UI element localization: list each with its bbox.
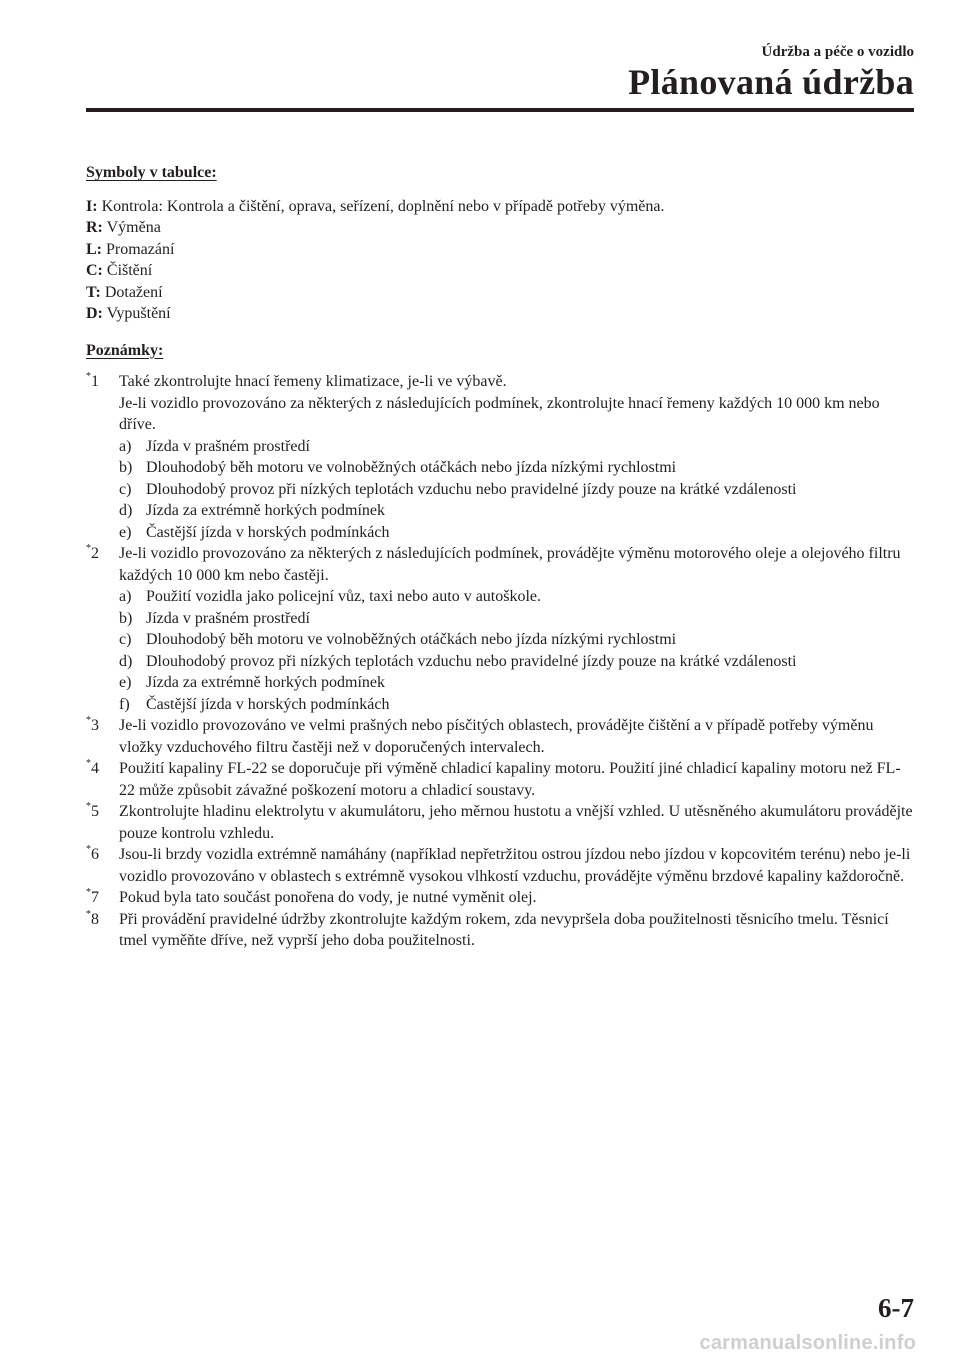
subitem-text: Dlouhodobý běh motoru ve volnoběžných otáčkách nebo jízda nízkými rychlostmi bbox=[146, 631, 677, 648]
page-title: Plánovaná údržba bbox=[628, 62, 914, 102]
subitem-letter: a) bbox=[119, 437, 132, 455]
note-body bbox=[119, 887, 916, 909]
note-star: * bbox=[86, 908, 91, 920]
subitem-letter: b) bbox=[119, 609, 133, 627]
note-star: * bbox=[86, 371, 91, 382]
watermark: carmanualsonline.info bbox=[699, 1332, 916, 1354]
note-item bbox=[86, 887, 916, 909]
header-rule bbox=[86, 108, 914, 112]
subitem-text: Jízda v prašném prostředí bbox=[146, 437, 310, 455]
note-body bbox=[119, 371, 916, 543]
note-paragraph: Zkontrolujte hladinu elektrolytu v akumulátoru, jeho měrnou hustotu a vnější vzhled. U utěsněného akumulátoru provádějte pouze kontrolu vzhledu. bbox=[119, 803, 913, 842]
note-marker bbox=[86, 887, 119, 909]
symbol-line bbox=[86, 303, 916, 325]
subitem-text: Použití vozidla jako policejní vůz, taxi nebo auto v autoškole. bbox=[146, 588, 542, 605]
note-star: * bbox=[86, 801, 91, 812]
subitem-text: Jízda v prašném prostředí bbox=[146, 609, 310, 627]
subitem-letter: c) bbox=[119, 631, 132, 648]
subitem-letter: f) bbox=[119, 695, 130, 713]
subitem-text: Dlouhodobý provoz při nízkých teplotách vzduchu nebo pravidelné jízdy pouze na krátké vzdálenosti bbox=[146, 480, 797, 498]
note-body bbox=[119, 758, 916, 801]
page-number: 6-7 bbox=[878, 1293, 914, 1323]
note-paragraph: Je-li vozidlo provozováno za některých z následujících podmínek, zkontrolujte hnací řemeny každých 10 000 km nebo dříve. bbox=[119, 394, 880, 433]
note-marker bbox=[86, 909, 119, 952]
section-title: Údržba a péče o vozidlo bbox=[761, 44, 914, 60]
symbol-code: L: bbox=[86, 240, 102, 258]
note-item bbox=[86, 844, 916, 887]
note-star: * bbox=[86, 715, 91, 726]
subitem-letter: d) bbox=[119, 502, 133, 519]
note-star: * bbox=[86, 887, 91, 898]
symbol-line bbox=[86, 196, 916, 218]
note-number: 3 bbox=[91, 717, 99, 734]
symbol-text: Kontrola: Kontrola a čištění, oprava, seřízení, doplnění nebo v případě potřeby výměna. bbox=[101, 197, 665, 215]
note-subitem bbox=[119, 436, 916, 458]
note-subitem bbox=[119, 586, 916, 608]
note-number: 4 bbox=[91, 760, 99, 777]
note-number: 6 bbox=[91, 846, 99, 863]
symbol-text: Promazání bbox=[106, 240, 175, 258]
note-subitem bbox=[119, 479, 916, 501]
subitem-text: Dlouhodobý běh motoru ve volnoběžných otáčkách nebo jízda nízkými rychlostmi bbox=[146, 459, 677, 476]
symbol-code: R: bbox=[86, 219, 103, 236]
note-paragraph: Při provádění pravidelné údržby zkontrolujte každým rokem, zda nevypršela doba použitelnosti těsnicího tmelu. Těsnicí tmel vyměňte dříve, než vyprší jeho doba použitelnosti. bbox=[119, 910, 889, 949]
subitem-text: Dlouhodobý provoz při nízkých teplotách vzduchu nebo pravidelné jízdy pouze na krátké vzdálenosti bbox=[146, 652, 797, 670]
note-subitem bbox=[119, 694, 916, 716]
note-item bbox=[86, 801, 916, 844]
note-number: 8 bbox=[91, 910, 99, 928]
subitem-letter: e) bbox=[119, 674, 132, 691]
note-body bbox=[119, 909, 916, 952]
note-number: 2 bbox=[91, 545, 99, 562]
subitem-text: Jízda za extrémně horkých podmínek bbox=[146, 674, 386, 691]
note-subitem bbox=[119, 457, 916, 479]
subitem-text: Častější jízda v horských podmínkách bbox=[146, 523, 390, 541]
subitem-letter: b) bbox=[119, 459, 133, 476]
note-body bbox=[119, 715, 916, 758]
note-body bbox=[119, 844, 916, 887]
note-paragraph: Také zkontrolujte hnací řemeny klimatizace, je-li ve výbavě. bbox=[119, 373, 507, 390]
note-star: * bbox=[86, 543, 91, 554]
note-number: 1 bbox=[91, 373, 99, 390]
note-marker bbox=[86, 543, 119, 715]
subitem-letter: e) bbox=[119, 523, 132, 541]
note-paragraph: Pokud byla tato součást ponořena do vody, je nutné vyměnit olej. bbox=[119, 889, 537, 906]
note-marker bbox=[86, 758, 119, 801]
note-paragraph: Jsou-li brzdy vozidla extrémně namáhány (například nepřetržitou ostrou jízdou nebo jízdou v kopcovitém terénu) nebo je-li vozidlo provozováno v oblastech s extrémně vysokou vlhkostí vzduchu, provádějte výměnu brzdové kapaliny každoročně. bbox=[119, 846, 911, 885]
note-item bbox=[86, 758, 916, 801]
symbol-line bbox=[86, 282, 916, 304]
note-number: 7 bbox=[91, 889, 99, 906]
symbols-heading: Symboly v tabulce: bbox=[86, 164, 217, 181]
note-item bbox=[86, 909, 916, 952]
note-subitem bbox=[119, 522, 916, 544]
page-content bbox=[86, 162, 916, 952]
symbol-code: D: bbox=[86, 305, 103, 322]
note-subitem bbox=[119, 672, 916, 694]
note-marker bbox=[86, 371, 119, 543]
symbols-list bbox=[86, 196, 916, 325]
subitem-text: Jízda za extrémně horkých podmínek bbox=[146, 502, 386, 519]
notes-heading: Poznámky: bbox=[86, 341, 164, 359]
symbol-line bbox=[86, 260, 916, 282]
symbol-text: Výměna bbox=[106, 219, 161, 236]
symbol-code: I: bbox=[86, 197, 98, 215]
note-subitem bbox=[119, 629, 916, 651]
symbol-line bbox=[86, 239, 916, 261]
symbol-line bbox=[86, 217, 916, 239]
note-marker bbox=[86, 844, 119, 887]
note-body bbox=[119, 801, 916, 844]
symbol-text: Dotažení bbox=[104, 283, 163, 301]
note-subitem bbox=[119, 500, 916, 522]
subitem-letter: a) bbox=[119, 588, 132, 605]
note-subitem bbox=[119, 651, 916, 673]
subitem-letter: c) bbox=[119, 480, 132, 498]
note-star: * bbox=[86, 758, 91, 769]
note-marker bbox=[86, 715, 119, 758]
subitem-letter: d) bbox=[119, 652, 133, 670]
symbol-code: C: bbox=[86, 262, 103, 279]
symbol-text: Vypuštění bbox=[106, 305, 171, 322]
note-paragraph: Je-li vozidlo provozováno ve velmi prašných nebo písčitých oblastech, provádějte čištění a v případě potřeby výměnu vložky vzduchového filtru častěji než v doporučených intervalech. bbox=[119, 717, 874, 756]
note-paragraph: Je-li vozidlo provozováno za některých z následujících podmínek, provádějte výměnu motorového oleje a olejového filtru každých 10 000 km nebo častěji. bbox=[119, 545, 901, 584]
note-marker bbox=[86, 801, 119, 844]
note-item bbox=[86, 371, 916, 543]
subitem-text: Častější jízda v horských podmínkách bbox=[146, 695, 390, 713]
note-subitem bbox=[119, 608, 916, 630]
symbol-code: T: bbox=[86, 283, 101, 301]
note-item bbox=[86, 543, 916, 715]
note-star: * bbox=[86, 844, 91, 855]
symbol-text: Čištění bbox=[106, 262, 153, 279]
note-body bbox=[119, 543, 916, 715]
note-number: 5 bbox=[91, 803, 99, 820]
notes-list bbox=[86, 371, 916, 952]
note-item bbox=[86, 715, 916, 758]
note-paragraph: Použití kapaliny FL-22 se doporučuje při výměně chladicí kapaliny motoru. Použití jiné chladicí kapaliny motoru než FL-22 může způsobit závažné poškození motoru a chladicí soustavy. bbox=[119, 760, 901, 799]
